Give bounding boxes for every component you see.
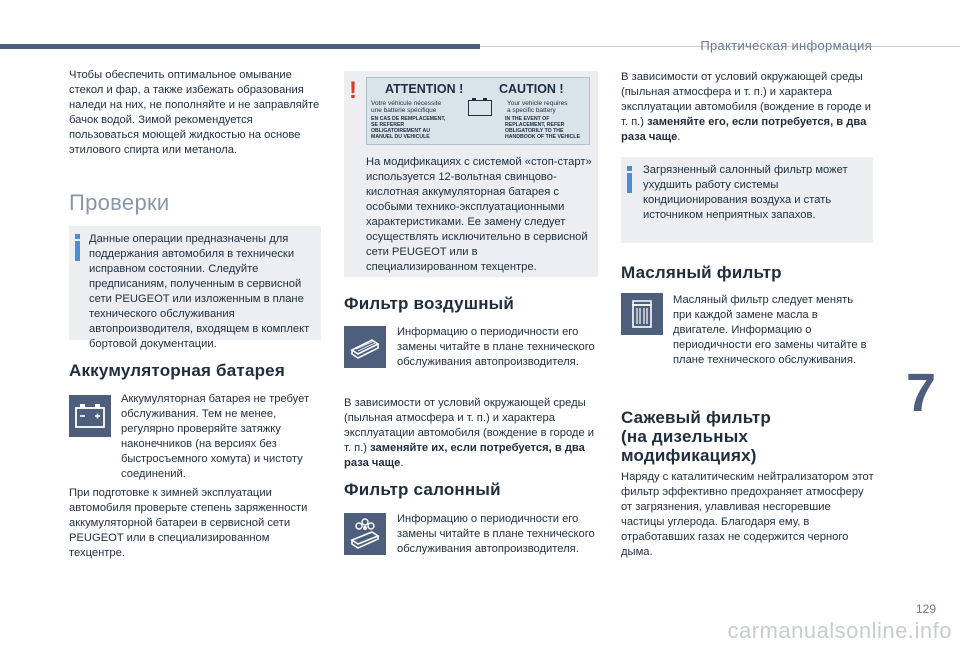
label-en-line2: a specific battery — [507, 107, 556, 114]
battery-text: Аккумуляторная батарея не требует обслуживания. Тем не менее, регулярно проверяйте затяжку наконечников (на версиях без быстросъемного хомута) и чистоту соединений. — [121, 393, 310, 480]
watermark: carmanualsonline.info — [727, 618, 952, 643]
cabin-conditions-bold: заменяйте его, если потребуется, в два раза чаще — [621, 116, 867, 143]
info-icon — [75, 234, 80, 261]
cabin-filter-icon — [344, 513, 386, 555]
particle-filter-heading — [621, 408, 771, 465]
page-number: 129 — [915, 602, 936, 616]
air-filter-conditions-end: . — [400, 457, 404, 469]
oil-filter-info: Масляный фильтр следует менять при каждой замене масла в двигателе. Информацию о периодичности его замены читайте в плане технического обслуживания. — [673, 294, 867, 366]
stop-start-note-text: На модификациях с системой «стоп-старт» используется 12-вольтная свинцово-кислотная аккумуляторная батарея с особыми технико-эксплуатационными характеристиками. Ее замену следует осуществлять исключительно в сервисной сети PEUGEOT или в специализированном техцентре. — [366, 156, 592, 273]
battery-label-note — [344, 71, 598, 277]
battery-winter-text: При подготовке к зимней эксплуатации автомобиля проверьте степень заряженности аккумуляторной батареи в сервисной сети PEUGEOT или в специализированном техцентре. — [69, 487, 308, 559]
warning-icon: ! — [349, 77, 357, 104]
label-fr-line1: Votre véhicule nécessite — [371, 100, 442, 107]
cabin-filter-info: Информацию о периодичности его замены читайте в плане технического обслуживания автопроизводителя. — [397, 513, 595, 555]
label-en-line1: Your vehicle requires — [507, 100, 568, 107]
label-fr-line2: une batterie spécifique — [371, 107, 437, 114]
cabin-conditions-end: . — [677, 131, 681, 143]
label-fr-small1: EN CAS DE REMPLACEMENT, — [371, 116, 446, 122]
battery-heading: Аккумуляторная батарея — [69, 361, 285, 380]
particle-filter-text: Наряду с каталитическим нейтрализатором этот фильтр эффективно предохраняет атмосферу от загрязнения, улавливая несгоревшие частицы углерода. Благодаря ему, в отработавших газах не содержится черного дыма. — [621, 471, 874, 558]
oil-filter-icon — [621, 293, 663, 335]
chapter-number: 7 — [905, 363, 936, 423]
cabin-filter-note-text: Загрязненный салонный фильтр может ухудшить работу системы кондиционирования воздуха и стать источником неприятных запахов. — [643, 164, 848, 221]
air-filter-info: Информацию о периодичности его замены читайте в плане технического обслуживания автопроизводителя. — [397, 326, 595, 368]
battery-icon — [69, 395, 111, 437]
air-filter-conditions-text: В зависимости от условий окружающей среды (пыльная атмосфера и т. п.) и характера эксплуатации автомобиля (вождение в городе и т. п.) — [344, 397, 595, 454]
label-attention: ATTENTION ! — [385, 82, 464, 96]
cabin-conditions-text: В зависимости от условий окружающей среды (пыльная атмосфера и т. п.) и характера эксплуатации автомобиля (вождение в городе и т. п.) — [621, 71, 872, 128]
particle-filter-heading-line2: (на дизельных — [621, 427, 749, 446]
air-filter-conditions-bold: заменяйте их, если потребуется, в два раза чаще — [344, 442, 585, 469]
washer-fluid-text: Чтобы обеспечить оптимальное омывание стекол и фар, а также избежать образования наледи на них, не пополняйте и не заправляйте бачок водой. Зимой рекомендуется пользоваться моющей жидкостью на основе этилового спирта или метанола. — [69, 69, 320, 156]
cabin-filter-conditions — [621, 70, 877, 145]
checks-note — [69, 226, 321, 350]
label-en-small4: HANDBOOK OF THE VEHICLE — [505, 134, 580, 140]
section-title: Практическая информация — [700, 38, 872, 53]
air-filter-heading: Фильтр воздушный — [344, 294, 515, 313]
label-en-small1: IN THE EVENT OF — [505, 116, 550, 122]
particle-filter-heading-line1: Сажевый фильтр — [621, 408, 771, 427]
label-en-small2: REPLACEMENT, REFER — [505, 122, 565, 128]
air-filter-icon — [344, 326, 386, 368]
checks-heading: Проверки — [69, 190, 170, 215]
label-en-small3: OBLIGATORILY TO THE — [505, 128, 564, 134]
label-fr-small2: SE REFERER — [371, 122, 405, 128]
label-fr-small3: OBLIGATOIREMENT AU — [371, 128, 430, 134]
label-fr-small4: MANUEL DU VEHICULE — [371, 134, 430, 140]
label-caution: CAUTION ! — [499, 82, 564, 96]
cabin-filter-heading: Фильтр салонный — [344, 480, 501, 499]
battery-warning-label — [366, 77, 590, 145]
info-icon — [627, 166, 632, 193]
label-battery-icon — [468, 100, 492, 116]
air-filter-conditions — [344, 396, 600, 471]
checks-note-text: Данные операции предназначены для поддержания автомобиля в технически исправном состоянии. Следуйте предписаниям, полученным в сервисной сети PEUGEOT или изложенным в плане технического обслуживания автопроизводителя, входящем в комплект бортовой документации. — [89, 233, 310, 350]
particle-filter-heading-line3: модификациях) — [621, 446, 757, 465]
oil-filter-heading: Масляный фильтр — [621, 263, 782, 282]
cabin-filter-note — [621, 157, 873, 243]
header-bar — [0, 44, 480, 49]
